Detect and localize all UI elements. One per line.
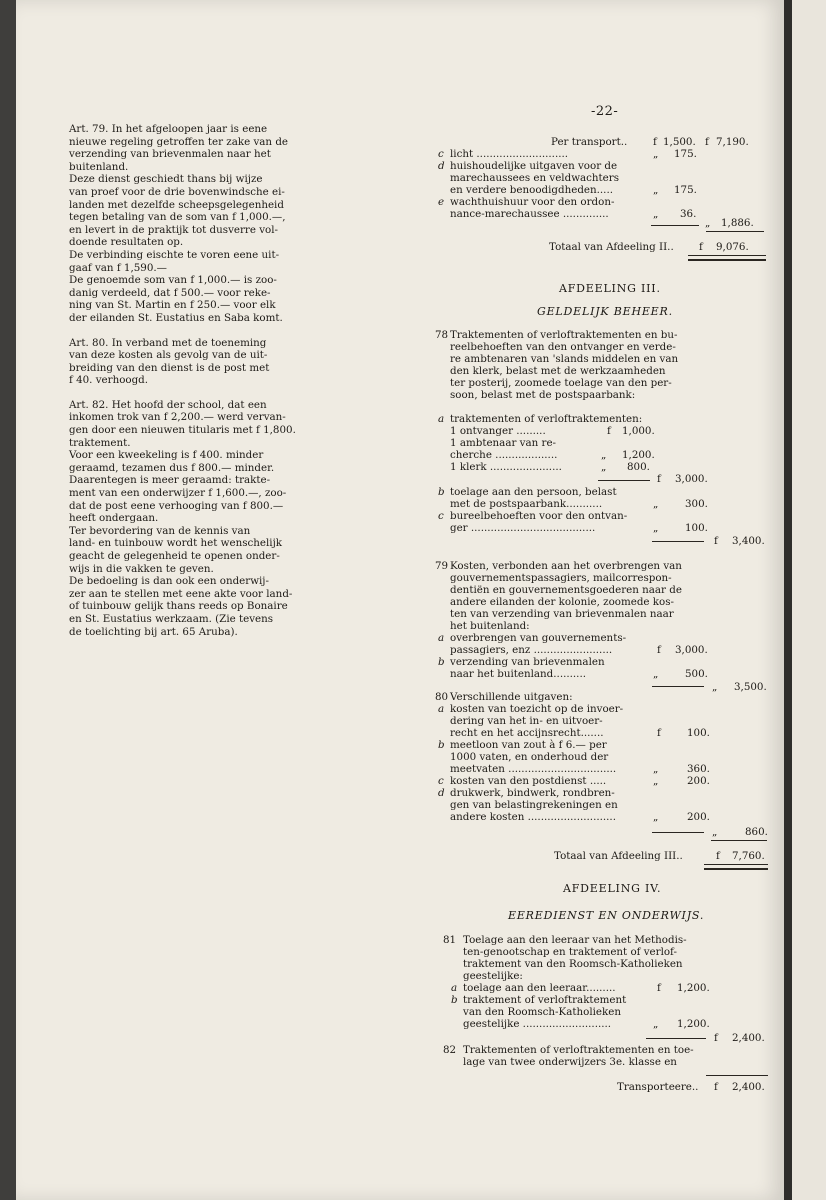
- transporteere-amount: 2,400.: [732, 1081, 765, 1093]
- divider: [646, 1038, 706, 1039]
- article-79-text: Kosten, verbonden aan het overbrengen van: [450, 560, 682, 572]
- currency-mark: f: [699, 241, 703, 253]
- article-81-text: traktement van den Roomsch-Katholieken: [463, 958, 683, 970]
- adjacent-page-edge: [792, 0, 826, 1200]
- article-82-text: Traktementen of verloftraktementen en toe-: [463, 1044, 694, 1056]
- item-b78-text: toelage aan den persoon, belast: [450, 486, 617, 498]
- divider: [704, 864, 768, 865]
- item-a80-text: kosten van toezicht op de invoer-: [450, 703, 624, 715]
- item-letter: c: [438, 148, 444, 160]
- totaal-afdeeling-ii-label: Totaal van Afdeeling II..: [549, 241, 674, 253]
- amount: 100.: [685, 522, 708, 534]
- per-transport-label: Per transport..: [551, 136, 628, 148]
- klerk-line: 1 klerk ......................: [450, 461, 562, 473]
- item-b80-text: meetvaten .................................: [450, 763, 617, 775]
- ditto-mark: „: [653, 668, 659, 680]
- amount: 100.: [687, 727, 710, 739]
- note-art-80: Art. 80. In verband met de toeneming van deze kosten als gevolg van de uit- breiding van den dienst is de post met f 40. verhoogd.: [69, 336, 270, 387]
- item-letter: b: [451, 994, 458, 1006]
- item-letter: c: [438, 775, 444, 787]
- currency-mark: f: [705, 136, 709, 148]
- double-underline: [688, 259, 766, 261]
- item-letter: b: [438, 486, 445, 498]
- currency-mark: f: [714, 535, 718, 547]
- amount: 500.: [685, 668, 708, 680]
- item-letter: a: [438, 413, 445, 425]
- ambtenaar-line: cherche ...................: [450, 449, 558, 461]
- item-b79-text: naar het buitenland..........: [450, 668, 587, 680]
- ditto-mark: „: [653, 208, 659, 220]
- item-letter: d: [438, 160, 445, 172]
- currency-mark: f: [653, 136, 657, 148]
- section-title: AFDEELING IV.: [563, 882, 662, 895]
- item-a80-text: dering van het in- en uitvoer-: [450, 715, 603, 727]
- ontvanger-line: 1 ontvanger .........: [450, 425, 546, 437]
- item-letter: b: [438, 739, 445, 751]
- article-78-text: soon, belast met de postspaarbank:: [450, 389, 636, 401]
- currency-mark: f: [657, 727, 661, 739]
- item-c80-text: kosten van den postdienst .....: [450, 775, 607, 787]
- amount: 1,200.: [677, 1018, 710, 1030]
- amount: 3,000.: [675, 644, 708, 656]
- totaal-afdeeling-ii-amount: 9,076.: [716, 241, 749, 253]
- amount: 360.: [687, 763, 710, 775]
- article-79-text: ten van verzending van brievenmalen naar: [450, 608, 674, 620]
- divider: [652, 832, 704, 833]
- article-80-text: Verschillende uitgaven:: [450, 691, 573, 703]
- article-79-text: dentiën en gouvernementsgoederen naar de: [450, 584, 682, 596]
- item-b80-text: 1000 vaten, en onderhoud der: [450, 751, 609, 763]
- article-78-text: reelbehoeften van den ontvanger en verde-: [450, 341, 676, 353]
- item-c78-text: ger ......................................: [450, 522, 596, 534]
- article-number: 79: [435, 560, 449, 572]
- item-e-text: nance-marechaussee ..............: [450, 208, 609, 220]
- article-79-text: gouvernementspassagiers, mailcorrespon-: [450, 572, 672, 584]
- ditto-mark: „: [653, 811, 659, 823]
- amount: 200.: [687, 775, 710, 787]
- article-81-text: ten-genootschap en traktement of verlof-: [463, 946, 677, 958]
- note-art-82: Art. 82. Het hoofd der school, dat een inkomen trok van f 2,200.— werd vervan- gen door een nieuwen titularis met f 1,800. traktement. Voor een kweekeling is f 400. minder geraamd, tezamen dus f 800.— minder. Daarentegen is meer geraamd: trakte- ment van een onderwijzer f 1,600.—, zoo- dat de post eene verhooging van f 800.— heeft ondergaan. Ter bevordering van de kennis van land- en tuinbouw wordt het wenschelijk geacht de gelegenheid te openen onder- wijs in die vakken te geven. De bedoeling is dan ook een onderwij- zer aan te stellen met eene akte voor land- of tuinbouw gelijk thans reeds op Bonaire en St. Eustatius werkzaam. (Zie tevens de toelichting bij art. 65 Aruba).: [69, 398, 296, 638]
- amount: 200.: [687, 811, 710, 823]
- ditto-mark: „: [712, 826, 718, 838]
- ditto-mark: „: [653, 184, 659, 196]
- item-b81-text: traktement of verloftraktement: [463, 994, 627, 1006]
- ditto-mark: „: [712, 681, 718, 693]
- divider: [651, 225, 699, 226]
- amount: 300.: [685, 498, 708, 510]
- article-number: 78: [435, 329, 449, 341]
- ditto-mark: „: [653, 498, 659, 510]
- totaal-afdeeling-iii-amount: 7,760.: [732, 850, 765, 862]
- page-gutter: [784, 0, 792, 1200]
- article-79-text: andere eilanden der kolonie, zoomede kos-: [450, 596, 675, 608]
- article-81-text: Toelage aan den leeraar van het Methodis-: [463, 934, 687, 946]
- ditto-mark: „: [653, 1018, 659, 1030]
- article-number: 80: [435, 691, 449, 703]
- amount: 1,000.: [622, 425, 655, 437]
- section-title: AFDEELING III.: [559, 282, 661, 295]
- article-78-text: ter posterij, zoomede toelage van den per-: [450, 377, 672, 389]
- item-letter: b: [438, 656, 445, 668]
- item-a79-text: passagiers, enz ........................: [450, 644, 613, 656]
- item-c-licht: licht ............................: [450, 148, 569, 160]
- article-78-text: den klerk, belast met de werkzaamheden: [450, 365, 666, 377]
- item-c78-text: bureelbehoeften voor den ontvan-: [450, 510, 628, 522]
- currency-mark: f: [716, 850, 720, 862]
- item-letter: a: [438, 703, 445, 715]
- item-d-text: huishoudelijke uitgaven voor de: [450, 160, 618, 172]
- item-a81-text: toelage aan den leeraar.........: [463, 982, 616, 994]
- totaal-afdeeling-iii-label: Totaal van Afdeeling III..: [554, 850, 683, 862]
- divider: [688, 255, 766, 256]
- item-letter: a: [451, 982, 458, 994]
- item-d80-text: drukwerk, bindwerk, rondbren-: [450, 787, 615, 799]
- divider: [598, 480, 650, 481]
- item-b81-text: van den Roomsch-Katholieken: [463, 1006, 621, 1018]
- per-transport-col1: 1,500.: [663, 136, 696, 148]
- item-e-text: wachthuishuur voor den ordon-: [450, 196, 615, 208]
- item-letter: d: [438, 787, 445, 799]
- amount: 3,000.: [675, 473, 708, 485]
- item-b78-text: met de postspaarbank...........: [450, 498, 603, 510]
- article-81-total: 2,400.: [732, 1032, 765, 1044]
- item-letter: c: [438, 510, 444, 522]
- item-d80-text: andere kosten ...........................: [450, 811, 616, 823]
- ambtenaar-line: 1 ambtenaar van re-: [450, 437, 557, 449]
- divider: [711, 840, 767, 841]
- article-82-text: lage van twee onderwijzers 3e. klasse en: [463, 1056, 677, 1068]
- article-78-text: Traktementen of verloftraktementen en bu-: [450, 329, 678, 341]
- item-b81-text: geestelijke ...........................: [463, 1018, 612, 1030]
- article-79-total: 3,500.: [734, 681, 767, 693]
- page-number: -22-: [591, 104, 619, 119]
- article-78-text: re ambtenaren van 'slands middelen en van: [450, 353, 679, 365]
- divider: [706, 1075, 768, 1076]
- item-a78-text: traktementen of verloftraktementen:: [450, 413, 643, 425]
- article-79-text: het buitenland:: [450, 620, 530, 632]
- amount: 175.: [674, 184, 697, 196]
- currency-mark: f: [607, 425, 611, 437]
- per-transport-col2: 7,190.: [716, 136, 749, 148]
- note-art-79: Art. 79. In het afgeloopen jaar is eene nieuwe regeling getroffen ter zake van de verzending van brievenmalen naar het buitenland. Deze dienst geschiedt thans bij wijze van proef voor de drie bovenwindsche ei- landen met dezelfde scheepsgelegenheid tegen betaling van de som van f 1,000.—, en levert in de praktijk tot dusverre vol- doende resultaten op. De verbinding eischte te voren eene uit- gaaf van f 1,590.— De genoemde som van f 1,000.— is zoo- danig verdeeld, dat f 500.— voor reke- ning van St. Martin en f 250.— voor elk der eilanden St. Eustatius en Saba komt.: [69, 123, 289, 324]
- ditto-mark: „: [653, 522, 659, 534]
- divider: [652, 686, 704, 687]
- item-letter: e: [438, 196, 445, 208]
- amount: 800.: [627, 461, 650, 473]
- amount: 175.: [674, 148, 697, 160]
- amount: 36.: [680, 208, 697, 220]
- currency-mark: f: [657, 473, 661, 485]
- article-number: 81: [443, 934, 457, 946]
- ditto-mark: „: [653, 775, 659, 787]
- section-subtitle: GELDELIJK BEHEER.: [537, 305, 673, 318]
- item-d-text: marechaussees en veldwachters: [450, 172, 619, 184]
- double-underline: [704, 868, 768, 870]
- article-number: 82: [443, 1044, 457, 1056]
- currency-mark: f: [714, 1032, 718, 1044]
- item-b79-text: verzending van brievenmalen: [450, 656, 605, 668]
- explanatory-notes-column: [69, 123, 309, 638]
- ditto-mark: „: [705, 217, 711, 229]
- amount: 1,200.: [677, 982, 710, 994]
- ditto-mark: „: [601, 449, 607, 461]
- divider: [652, 541, 704, 542]
- divider: [706, 231, 764, 232]
- currency-mark: f: [657, 644, 661, 656]
- item-d80-text: gen van belastingrekeningen en: [450, 799, 618, 811]
- item-a79-text: overbrengen van gouvernements-: [450, 632, 627, 644]
- subtotal-amount: 1,886.: [721, 217, 754, 229]
- currency-mark: f: [714, 1081, 718, 1093]
- document-page: [16, 0, 784, 1200]
- item-a80-text: recht en het accijnsrecht.......: [450, 727, 604, 739]
- section-subtitle: EEREDIENST EN ONDERWIJS.: [508, 909, 705, 922]
- article-81-text: geestelijke:: [463, 970, 523, 982]
- article-80-total: 860.: [745, 826, 768, 838]
- currency-mark: f: [657, 982, 661, 994]
- item-letter: a: [438, 632, 445, 644]
- transporteere-label: Transporteere..: [617, 1081, 699, 1093]
- ditto-mark: „: [601, 461, 607, 473]
- ditto-mark: „: [653, 148, 659, 160]
- item-d-text: en verdere benoodigdheden.....: [450, 184, 613, 196]
- ditto-mark: „: [653, 763, 659, 775]
- article-78-total: 3,400.: [732, 535, 765, 547]
- item-b80-text: meetloon van zout à f 6.— per: [450, 739, 607, 751]
- amount: 1,200.: [622, 449, 655, 461]
